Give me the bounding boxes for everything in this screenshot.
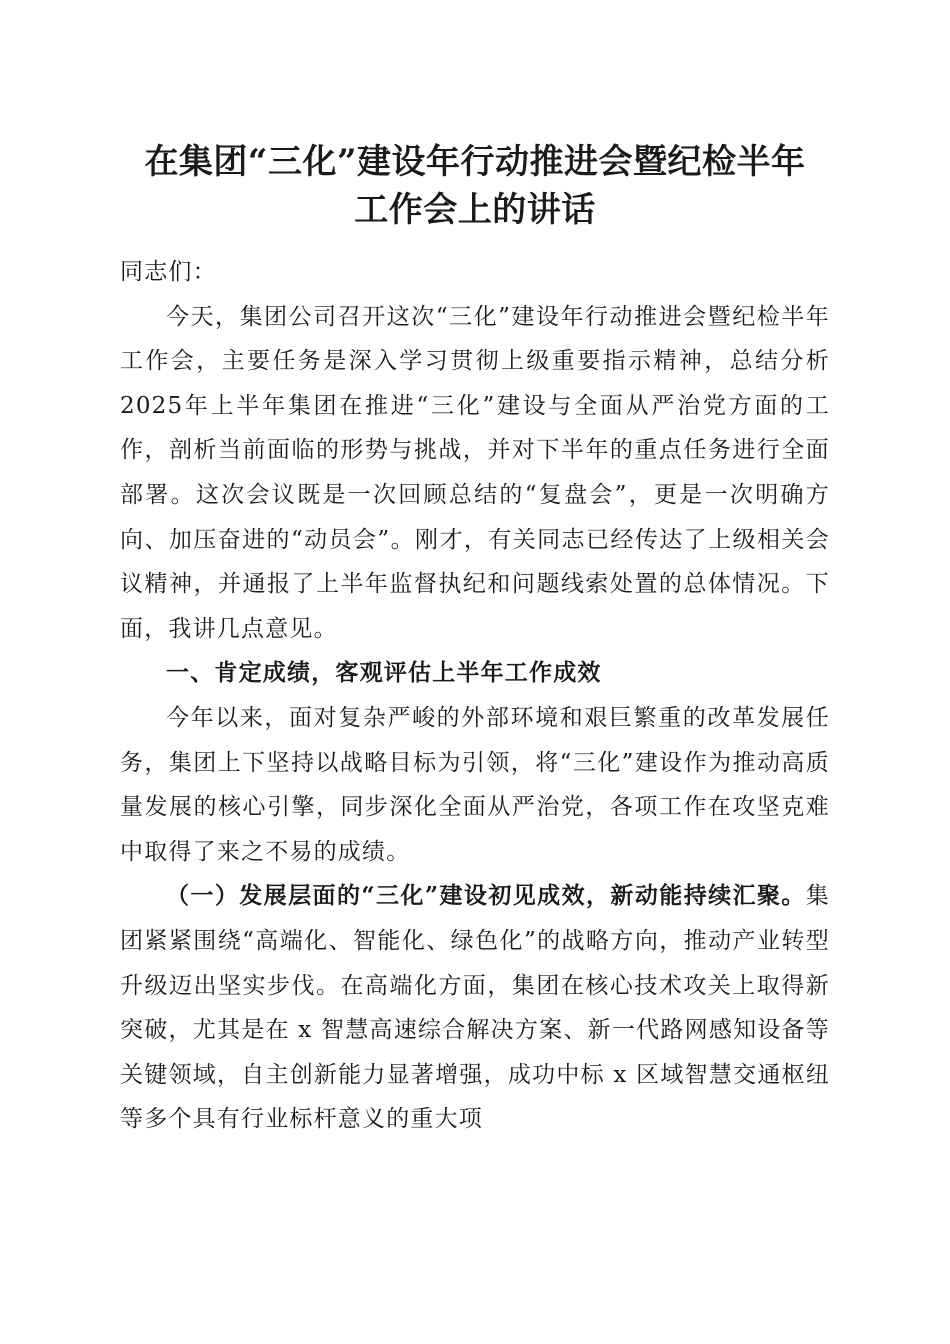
title-line-2: 工作会上的讲话 [354, 190, 596, 230]
subsection-1-body: 集团紧紧围绕“高端化、智能化、绿色化”的战略方向，推动产业转型升级迈出坚实步伐。在高端化方面，集团在核心技术攻关上取得新突破，尤其是在 x 智慧高速综合解决方案、新一代路网感知设备等关键领域，自主创新能力显著增强，成功中标 x 区域智慧交通枢纽等多个具有行业标杆意义的重大项 [120, 883, 830, 1133]
subsection-1-lead: （一）发展层面的“三化”建设初见成效，新动能持续汇聚。 [166, 882, 806, 910]
intro-paragraph: 今天，集团公司召开这次“三化”建设年行动推进会暨纪检半年工作会，主要任务是深入学习贯彻上级重要指示精神，总结分析2025年上半年集团在推进“三化”建设与全面从严治党方面的工作，剖析当前面临的形势与挑战，并对下半年的重点任务进行全面部署。这次会议既是一次回顾总结的“复盘会”，更是一次明确方向、加压奋进的“动员会”。刚才，有关同志已经传达了上级相关会议精神，并通报了上半年监督执纪和问题线索处置的总体情况。下面，我讲几点意见。 [120, 303, 830, 642]
subsection-1-paragraph [120, 874, 830, 1142]
section-1-paragraph: 今年以来，面对复杂严峻的外部环境和艰巨繁重的改革发展任务，集团上下坚持以战略目标为引领，将“三化”建设作为推动高质量发展的核心引擎，同步深化全面从严治党，各项工作在攻坚克难中取得了来之不易的成绩。 [120, 704, 830, 865]
document-title [100, 138, 850, 234]
document-body [120, 250, 830, 1142]
title-line-1: 在集团“三化”建设年行动推进会暨纪检半年 [144, 142, 806, 182]
section-1-heading: 一、肯定成绩，客观评估上半年工作成效 [166, 660, 602, 687]
salutation: 同志们： [120, 259, 217, 285]
